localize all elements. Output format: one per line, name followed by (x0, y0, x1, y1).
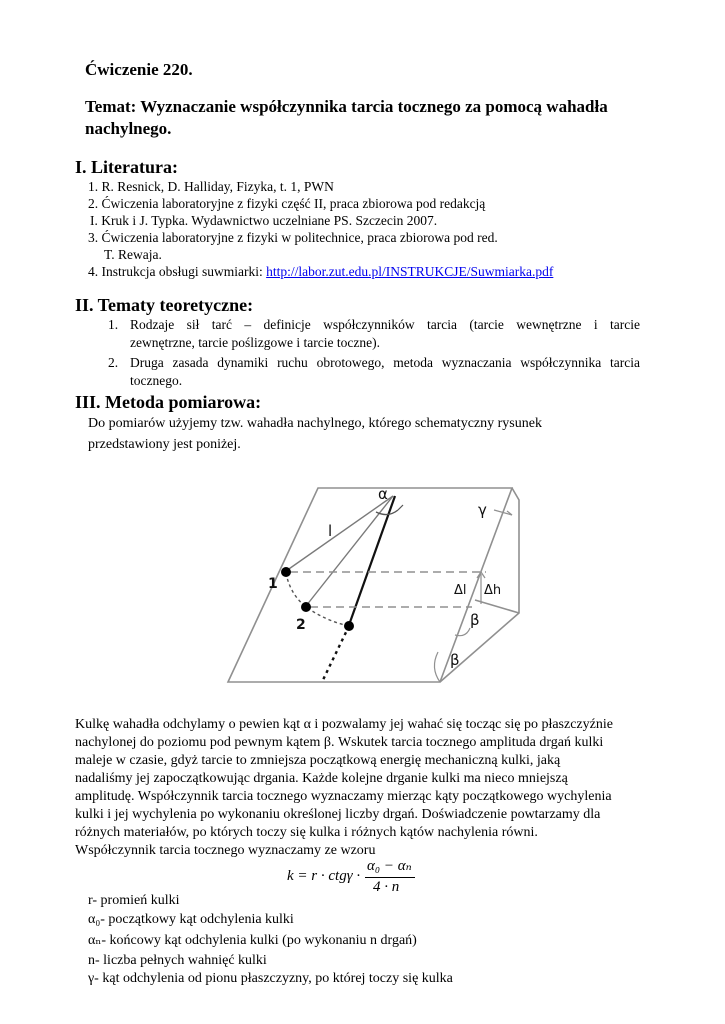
literature-item-3: 3. Ćwiczenia laboratoryjne z fizyki w politechnice, praca zbiorowa pod red. (88, 230, 498, 245)
body-line-7: różnych materiałów, po których toczy się kulka i różnych kątów nachylenia równi. (75, 825, 538, 840)
topic-line-2: nachylnego. (85, 119, 172, 138)
body-line-2: nachylonej do poziomu pod pewnym kątem β. Wskutek tarcia tocznego amplituda drgań kulki (75, 735, 604, 750)
body-line-8: Współczynnik tarcia tocznego wyznaczamy ze wzoru (75, 843, 376, 858)
formula (287, 858, 417, 898)
theory-item-2-line-2: tocznego. (130, 373, 183, 388)
method-paragraph-line-1: Do pomiarów użyjemy tzw. wahadła nachylnego, którego schematyczny rysunek (88, 416, 542, 431)
beta-arc-lower (434, 652, 440, 682)
theory-item-1-line-2: zewnętrzne, tarcie poślizgowe i tarcie toczne). (130, 335, 380, 350)
label-delta-l: Δl (454, 583, 467, 598)
theory-item-2-line-1: Druga zasada dynamiki ruchu obrotowego, metoda wyznaczania współczynnika tarcia (130, 355, 640, 370)
label-beta-lower: β (450, 651, 460, 669)
formula-numerator: α₀ − αₙ (367, 858, 412, 874)
literature-item-3-cont: T. Rewaja. (104, 247, 162, 262)
literature-item-4-text: 4. Instrukcja obsługi suwmiarki: (88, 264, 267, 279)
literature-item-2-cont: I. Kruk i J. Typka. Wydawnictwo uczelniane PS. Szczecin 2007. (90, 213, 438, 228)
topic-line-1: Temat: Wyznaczanie współczynnika tarcia tocznego za pomocą wahadła (85, 97, 608, 116)
formula-denominator: 4 · n (373, 879, 400, 895)
method-paragraph-line-2: przedstawiony jest poniżej. (88, 437, 241, 452)
theory-heading: II. Tematy teoretyczne: (75, 295, 254, 315)
body-line-6: kulki i jej wychylenia po wykonaniu określonej liczby drgań. Doświadczenie powtarzamy dla (75, 807, 601, 822)
label-delta-h: Δh (484, 583, 502, 598)
body-line-1: Kulkę wahadła odchylamy o pewien kąt α i pozwalamy jej wahać się tocząc się po płaszczyźnie (75, 717, 613, 732)
method-heading: III. Metoda pomiarowa: (75, 392, 262, 412)
definition-gamma: γ- kąt odchylenia od pionu płaszczyzny, po której toczy się kulka (88, 971, 453, 986)
literature-heading: I. Literatura: (75, 157, 178, 177)
definition-alpha0: α₀- początkowy kąt odchylenia kulki (88, 912, 294, 927)
body-line-3: maleje w czasie, gdyż tarcie to zmniejsza początkową energię mechaniczną kulki, jaką (75, 753, 561, 768)
ball-position-rest (344, 621, 354, 631)
theory-item-2-number: 2. (108, 355, 119, 370)
literature-item-2: 2. Ćwiczenia laboratoryjne z fizyki część II, praca zbiorowa pod redakcją (88, 196, 486, 211)
ball-position-2 (301, 602, 311, 612)
literature-item-1: 1. R. Resnick, D. Halliday, Fizyka, t. 1, PWN (88, 179, 334, 194)
rest-line-extension (322, 626, 349, 682)
suwmiarka-link[interactable]: http://labor.zut.edu.pl/INSTRUKCJE/Suwmiarka.pdf (266, 264, 554, 279)
definition-alphan: αₙ- końcowy kąt odchylenia kulki (po wykonaniu n drgań) (88, 933, 417, 948)
label-length: l (328, 522, 333, 540)
label-gamma: γ (478, 501, 487, 519)
label-point-1: 1 (268, 576, 278, 592)
label-alpha: α (378, 485, 388, 503)
definition-n: n- liczba pełnych wahnięć kulki (88, 953, 267, 968)
label-beta-upper: β (470, 611, 480, 629)
theory-item-1-line-1: Rodzaje sił tarć – definicje współczynników tarcia (tarcie wewnętrzne i tarcie (130, 317, 640, 332)
theory-item-1-number: 1. (108, 317, 119, 332)
formula-lhs: k = r · ctgγ · (287, 868, 361, 884)
label-point-2: 2 (296, 617, 306, 633)
string-position-2 (306, 496, 393, 606)
string-position-1 (286, 496, 393, 571)
body-line-4: nadaliśmy jej zapoczątkowując drgania. Każde kolejne drganie kulki ma nieco mniejszą (75, 771, 568, 786)
rest-string (349, 496, 395, 625)
body-line-5: amplitudę. Współczynnik tarcia tocznego wyznaczamy mierząc kąty początkowego wychylenia (75, 789, 612, 804)
definition-r: r- promień kulki (88, 893, 180, 908)
exercise-number: Ćwiczenie 220. (85, 60, 193, 79)
fraction-bar (365, 877, 415, 878)
ball-position-1 (281, 567, 291, 577)
